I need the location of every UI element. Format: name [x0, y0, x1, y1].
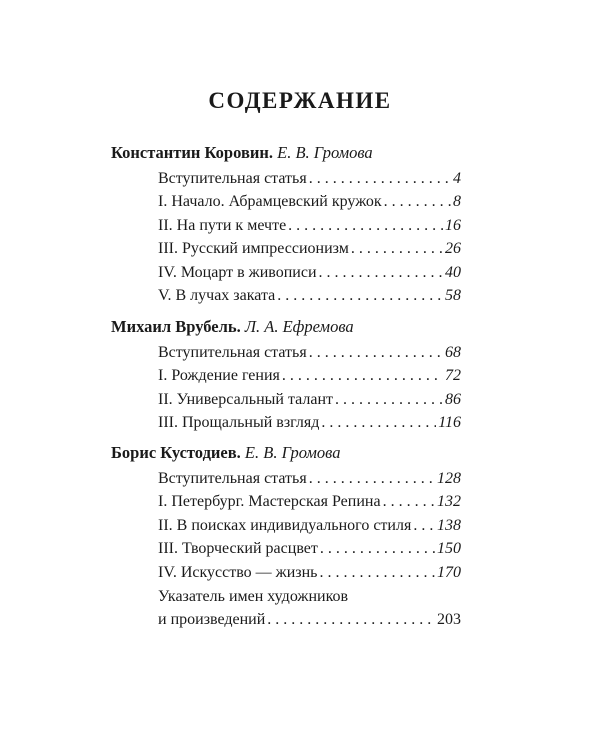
toc-entry-title: Вступительная статья [158, 344, 307, 361]
dot-leader [309, 467, 435, 490]
toc-entry-title: I. Петербург. Мастерская Репина [158, 493, 381, 511]
index-page: 203 [437, 611, 461, 629]
toc-section-korovin [111, 143, 461, 307]
toc-entry[interactable] [158, 411, 461, 434]
toc-entry-title: III. Русский импрессионизм [158, 240, 349, 258]
toc-entry-title: I. Начало. Абрамцевский кружок [158, 193, 382, 211]
dot-leader [383, 490, 435, 513]
toc-entry-title: IV. Искусство — жизнь [158, 563, 318, 581]
section-editor: Е. В. Громова [277, 143, 373, 162]
toc-entries [158, 467, 461, 584]
page-title: СОДЕРЖАНИЕ [208, 88, 392, 113]
index-title-line1: Указатель имен художников [158, 588, 349, 605]
dot-leader [321, 411, 436, 434]
toc-entry-page: 138 [437, 516, 461, 534]
toc-entry-page: 116 [438, 414, 461, 432]
section-author: Михаил Врубель. [111, 317, 241, 336]
toc-entry-page: 68 [445, 344, 461, 361]
section-editor: Е. В. Громова [244, 443, 341, 462]
dot-leader [282, 364, 443, 387]
toc-section-vrubel [111, 317, 461, 435]
toc-entry-page: 170 [437, 563, 461, 581]
dot-leader [288, 214, 443, 237]
toc-entry-page: 4 [453, 170, 461, 187]
toc-entry-page: 132 [437, 493, 461, 511]
toc-entry[interactable] [158, 341, 461, 364]
toc-entry-title: Вступительная статья [158, 470, 307, 487]
dot-leader [384, 190, 451, 213]
dot-leader [319, 561, 435, 584]
toc-entry-title: III. Творческий расцвет [158, 540, 318, 558]
dot-leader [277, 284, 443, 307]
toc-entry[interactable] [158, 190, 461, 213]
dot-leader [351, 237, 443, 260]
toc-entry[interactable] [158, 364, 461, 387]
toc-entry-page: 72 [445, 367, 461, 385]
toc-entry-page: 150 [437, 540, 461, 558]
toc-entry-page: 8 [453, 193, 461, 211]
toc-entry[interactable] [158, 490, 461, 513]
toc-entry[interactable] [158, 388, 461, 411]
toc-entry-page: 16 [445, 216, 461, 234]
toc-entry[interactable] [158, 214, 461, 237]
section-author: Борис Кустодиев. [111, 443, 241, 462]
toc-entries [158, 167, 461, 307]
section-heading [111, 443, 461, 467]
section-editor: Л. А. Ефремова [244, 317, 354, 336]
toc-entry[interactable] [158, 237, 461, 260]
toc-entry[interactable] [158, 561, 461, 584]
toc-entry-title: III. Прощальный взгляд [158, 414, 320, 432]
toc-entry-page: 128 [437, 470, 461, 487]
dot-leader [319, 261, 444, 284]
section-heading [111, 317, 461, 341]
dot-leader [320, 537, 435, 560]
toc-entry-title: IV. Моцарт в живописи [158, 263, 317, 281]
toc-entry-title: II. В поисках индивидуального стиля [158, 516, 412, 534]
toc-entry-title: II. Универсальный талант [158, 390, 334, 408]
index-title-line2: и произведений [158, 611, 266, 629]
toc-entry-title: II. На пути к мечте [158, 216, 287, 234]
dot-leader [309, 167, 451, 190]
toc-entry-page: 26 [445, 240, 461, 258]
toc-entry[interactable] [158, 467, 461, 490]
toc-entry-title: Вступительная статья [158, 170, 307, 187]
toc-entry-title: I. Рождение гения [158, 367, 280, 385]
index-title-line2-row [158, 608, 461, 631]
toc-entries [158, 341, 461, 435]
section-author: Константин Коровин. [111, 143, 273, 162]
toc-entry-title: V. В лучах заката [158, 286, 276, 304]
toc-entry[interactable] [158, 167, 461, 190]
toc-entry[interactable] [158, 261, 461, 284]
dot-leader [413, 514, 435, 537]
toc-entry[interactable] [158, 284, 461, 307]
dot-leader [309, 341, 443, 364]
section-heading [111, 143, 461, 167]
dot-leader [267, 608, 435, 631]
toc-entry-page: 86 [445, 390, 461, 408]
toc-entry[interactable] [158, 537, 461, 560]
dot-leader [335, 388, 443, 411]
toc-entry-page: 58 [445, 286, 461, 304]
toc-section-kustodiev [111, 443, 461, 584]
toc-entry[interactable] [158, 514, 461, 537]
toc-index-entry[interactable] [158, 585, 461, 632]
toc-entry-page: 40 [445, 263, 461, 281]
